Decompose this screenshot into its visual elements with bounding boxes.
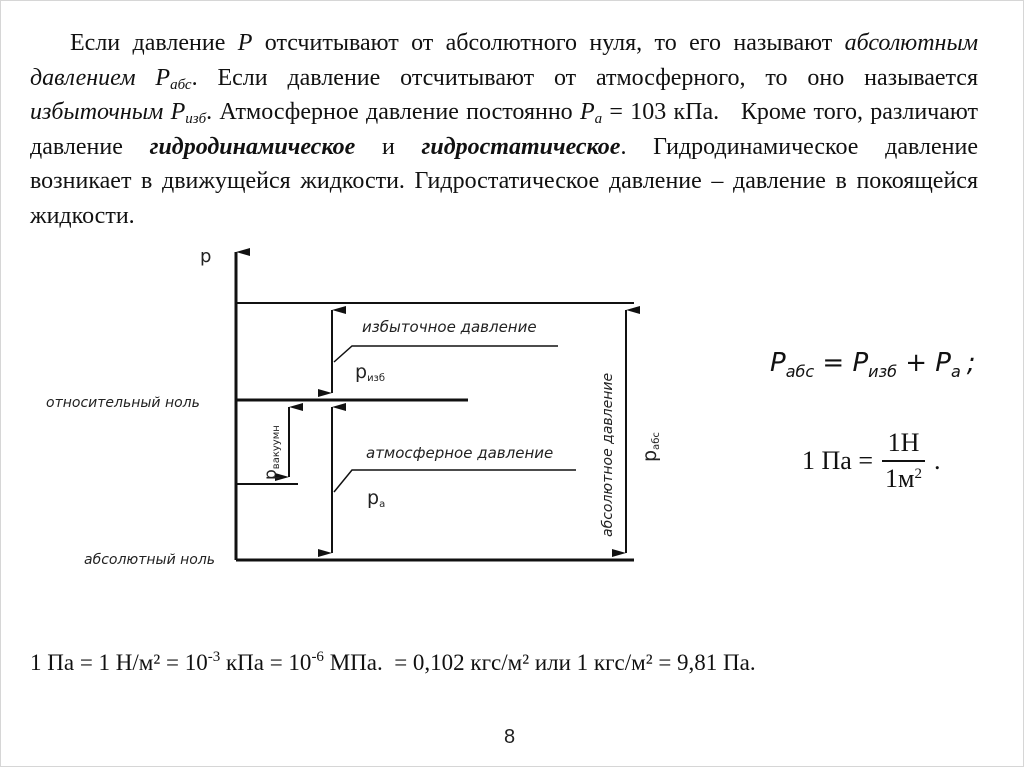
axis-label: p [200, 246, 212, 267]
term-absolute-pressure: абсолютным давлением $P_{абс}$ [30, 30, 979, 93]
excess-leader [334, 346, 558, 362]
pascal-fraction: $\frac{1Н}{1м^2}$ [879, 428, 928, 494]
absolute-zero-label: абсолютный ноль [84, 552, 216, 568]
text-run: отсчитывают от абсолютного нуля, то его называют [252, 30, 845, 56]
absolute-pressure-formula: $P_{абс} = P_{изб} + P_a$ ; [770, 348, 976, 381]
excess-pressure-label: избыточное давление [362, 318, 537, 336]
p-abs-symbol: pабс [639, 432, 662, 462]
unit-conversion-line: 1 Па = 1 $Н/м^2 = 10^{-3}$ кПа = $10^{-6}$ МПа. = 0,102 кгс/м² или 1 кгс/м² = 9,81 Па. [30, 649, 756, 675]
pascal-definition-formula: 1 Па = $\frac{1Н}{1м^2}$ . [802, 428, 941, 493]
text-run: . Если давление отсчитывают от атмосферного, то оно называется [191, 64, 978, 91]
term-hydrostatic: гидростатическое [421, 133, 621, 160]
atm-pressure-label: атмосферное давление [366, 444, 554, 462]
p-atm-symbol: pa [367, 487, 386, 510]
term-hydrodynamic: гидродинамическое [149, 133, 356, 160]
p-excess-symbol: pизб [355, 361, 386, 384]
relative-zero-label: относительный ноль [46, 395, 200, 411]
text-run: Если давление [70, 30, 238, 56]
page-number: 8 [504, 726, 516, 748]
p-vacuum-symbol: pвакуумн [261, 425, 282, 480]
text-run: . Атмосферное давление постоянно [206, 99, 580, 125]
symbol-p: P [237, 30, 253, 56]
text-run: и [355, 133, 422, 160]
text-run: . Гидродинамическое давление возникает в движущейся жидкости. Гидростатическое давление – давление в покоящейся жидкости. [30, 133, 978, 229]
text-run: = 103 кПа. Кроме того, различают давление [30, 99, 985, 160]
symbol-pa: $P_a$ [579, 99, 603, 127]
term-excess-pressure: избыточным $P_{изб}$ [30, 99, 207, 127]
abs-pressure-label: абсолютное давление [600, 372, 616, 537]
